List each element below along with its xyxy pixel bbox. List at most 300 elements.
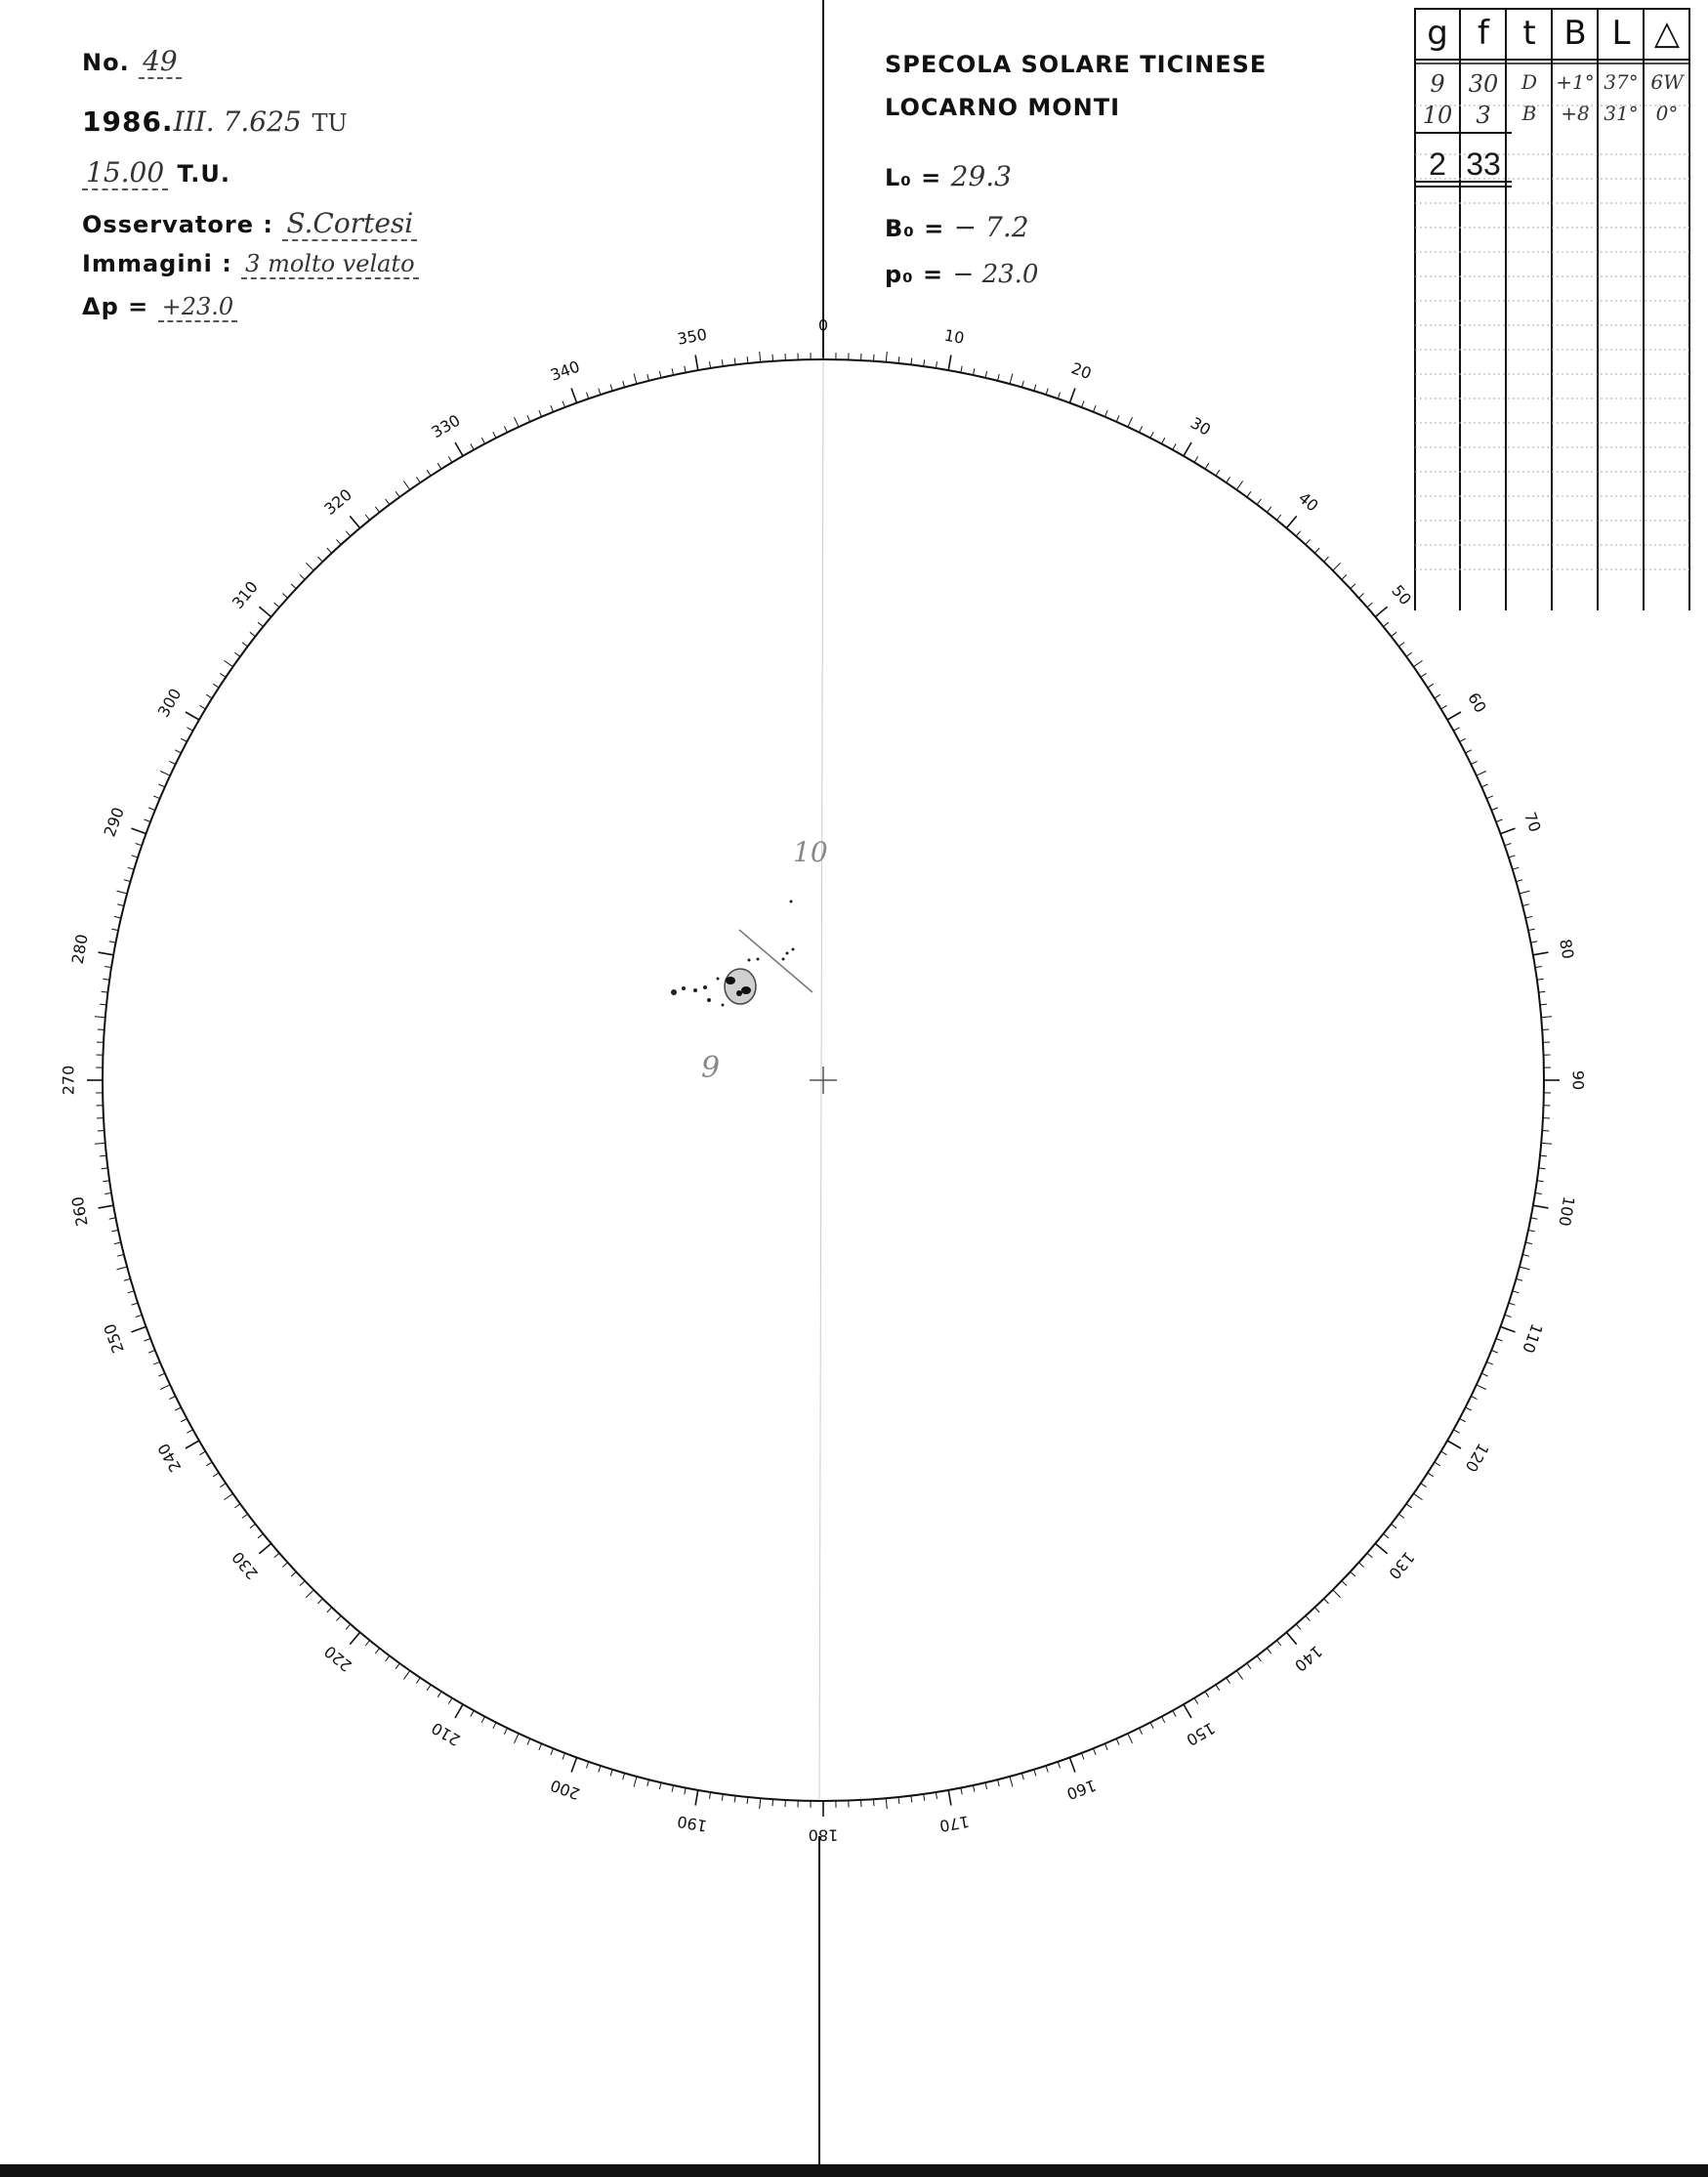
degree-tick xyxy=(1333,1590,1341,1598)
degree-tick xyxy=(1010,1777,1013,1787)
degree-tick xyxy=(160,772,170,776)
degree-tick xyxy=(117,1255,124,1257)
degree-tick xyxy=(1375,1543,1387,1553)
degree-tick xyxy=(199,705,205,709)
disk-center-cross xyxy=(810,1067,837,1094)
degree-tick xyxy=(1392,1524,1397,1528)
degree-tick xyxy=(403,481,409,490)
degree-tick xyxy=(1528,1230,1535,1232)
L0-value: 29.3 xyxy=(950,160,1012,192)
degree-label: 230 xyxy=(228,1548,262,1583)
degree-tick xyxy=(936,361,937,368)
degree-tick xyxy=(515,417,520,427)
degree-tick xyxy=(169,1397,175,1400)
degree-tick xyxy=(128,1291,135,1293)
degree-tick xyxy=(1296,1624,1301,1629)
degree-tick xyxy=(1471,1397,1477,1400)
degree-tick xyxy=(936,1792,937,1799)
delta-p-value: +23.0 xyxy=(158,293,238,322)
degree-tick xyxy=(898,1797,899,1804)
degree-tick xyxy=(145,1339,151,1342)
spot-pore xyxy=(748,959,751,962)
degree-tick xyxy=(250,1524,256,1528)
degree-label: 250 xyxy=(100,1320,128,1356)
degree-tick xyxy=(95,1017,105,1018)
degree-tick xyxy=(1447,1441,1461,1448)
degree-tick xyxy=(448,1698,452,1704)
degree-tick xyxy=(599,1766,601,1773)
degree-tick xyxy=(672,368,674,375)
degree-tick xyxy=(234,652,240,656)
degree-tick xyxy=(1375,607,1387,616)
header-g: g xyxy=(1427,14,1448,53)
degree-label: 170 xyxy=(937,1812,971,1836)
degree-tick xyxy=(886,1798,887,1809)
degree-label: 180 xyxy=(808,1825,839,1845)
degree-tick xyxy=(587,393,589,399)
degree-tick xyxy=(772,355,773,361)
degree-tick xyxy=(437,463,441,469)
spot-pore xyxy=(782,958,785,961)
degree-label: 270 xyxy=(59,1065,78,1096)
degree-tick xyxy=(1150,1723,1153,1729)
degree-tick xyxy=(1150,432,1153,438)
degree-tick xyxy=(145,819,151,822)
degree-tick xyxy=(1447,712,1461,720)
degree-tick xyxy=(695,356,698,371)
degree-tick xyxy=(1421,673,1427,677)
time-value: 15.00 xyxy=(82,156,168,190)
degree-tick xyxy=(1496,1339,1503,1342)
degree-tick xyxy=(1428,684,1434,688)
degree-label: 10 xyxy=(942,325,966,348)
header-t: t xyxy=(1522,14,1536,53)
degree-tick xyxy=(1267,507,1271,513)
degree-tick xyxy=(318,1599,323,1604)
degree-tick xyxy=(102,1168,108,1169)
degree-tick xyxy=(258,622,264,626)
degree-tick xyxy=(1276,515,1280,521)
degree-tick xyxy=(416,477,420,482)
degree-tick xyxy=(973,368,975,375)
degree-tick xyxy=(961,366,962,373)
degree-label: 70 xyxy=(1520,809,1545,835)
degree-tick xyxy=(346,1624,351,1629)
degree-tick xyxy=(1496,819,1503,822)
degree-tick xyxy=(924,359,925,366)
degree-tick xyxy=(659,1782,661,1789)
degree-tick xyxy=(386,499,390,505)
degree-tick xyxy=(100,1155,106,1156)
degree-tick xyxy=(1537,1181,1544,1182)
row2-g: 10 xyxy=(1422,102,1453,129)
group-label-9: 9 xyxy=(701,1051,721,1085)
degree-tick xyxy=(148,1351,155,1354)
spot-umbra xyxy=(741,986,751,994)
degree-tick xyxy=(973,1785,975,1792)
degree-tick xyxy=(1046,389,1048,396)
degree-tick xyxy=(1392,632,1397,636)
degree-tick xyxy=(136,844,143,846)
degree-tick xyxy=(1358,594,1363,599)
degree-tick xyxy=(672,1785,674,1792)
degree-tick xyxy=(1034,1770,1036,1777)
degree-label: 100 xyxy=(1555,1194,1579,1228)
degree-label: 290 xyxy=(100,805,128,840)
degree-tick xyxy=(1406,652,1412,656)
spot-pore xyxy=(682,986,686,990)
degree-tick xyxy=(318,557,323,562)
degree-tick xyxy=(291,1571,296,1576)
degree-tick xyxy=(350,516,359,527)
degree-tick xyxy=(571,1758,577,1773)
degree-tick xyxy=(124,1278,131,1280)
degree-tick xyxy=(199,1451,205,1455)
spot-pore xyxy=(707,998,711,1002)
degree-tick xyxy=(911,1796,912,1803)
degree-tick xyxy=(1533,952,1549,955)
degree-tick xyxy=(274,603,279,607)
degree-tick xyxy=(259,607,271,616)
total-groups: 2 xyxy=(1429,147,1446,182)
degree-tick xyxy=(481,438,484,443)
degree-tick xyxy=(306,1590,313,1598)
degree-label: 150 xyxy=(1183,1718,1219,1750)
degree-tick xyxy=(1257,1655,1261,1661)
degree-tick xyxy=(551,405,554,412)
degree-tick xyxy=(1398,643,1404,647)
degree-tick xyxy=(1428,1473,1434,1477)
degree-tick xyxy=(158,784,164,787)
degree-tick xyxy=(504,426,507,432)
degree-tick xyxy=(1477,1385,1486,1390)
degree-tick xyxy=(1351,1571,1355,1576)
degree-tick xyxy=(1528,929,1535,931)
degree-tick xyxy=(213,1473,219,1477)
images-value: 3 molto velato xyxy=(241,250,418,279)
degree-label: 260 xyxy=(67,1194,92,1228)
degree-tick xyxy=(685,366,686,373)
degree-tick xyxy=(1082,1753,1085,1760)
degree-label: 130 xyxy=(1385,1548,1419,1583)
degree-tick xyxy=(562,1753,565,1760)
degree-tick xyxy=(186,712,199,720)
degree-tick xyxy=(250,632,256,636)
degree-label: 280 xyxy=(67,933,92,966)
degree-tick xyxy=(1491,808,1498,811)
observer-value: S.Cortesi xyxy=(282,207,417,241)
degree-tick xyxy=(206,694,212,698)
degree-tick xyxy=(117,904,124,906)
degree-tick xyxy=(258,1533,264,1537)
degree-label: 210 xyxy=(428,1718,464,1750)
degree-tick xyxy=(1162,1717,1165,1723)
degree-tick xyxy=(1530,1218,1537,1219)
degree-tick xyxy=(1505,1315,1512,1317)
degree-label: 140 xyxy=(1291,1642,1326,1676)
degree-tick xyxy=(1296,531,1301,536)
degree-tick xyxy=(1541,1017,1552,1018)
degree-tick xyxy=(504,1728,507,1734)
degree-tick xyxy=(1481,1373,1487,1376)
degree-tick xyxy=(1247,1663,1251,1669)
degree-label: 20 xyxy=(1068,358,1095,384)
header-B: B xyxy=(1563,14,1587,53)
sunspot-group-9 xyxy=(671,958,760,1007)
degree-tick xyxy=(515,1734,520,1743)
degree-tick xyxy=(1324,557,1329,562)
degree-label: 80 xyxy=(1556,938,1578,961)
degree-tick xyxy=(365,1641,369,1647)
degree-tick xyxy=(1441,1451,1447,1455)
degree-tick xyxy=(1216,1685,1220,1691)
degree-tick xyxy=(1286,1632,1296,1644)
degree-tick xyxy=(225,1493,233,1499)
degree-tick xyxy=(1454,1430,1460,1433)
degree-tick xyxy=(1205,463,1209,469)
degree-tick xyxy=(911,358,912,365)
degree-tick xyxy=(1276,1641,1280,1647)
degree-tick xyxy=(985,371,987,378)
degree-tick xyxy=(1342,575,1347,580)
B0-label: B₀ = xyxy=(885,215,945,242)
degree-tick xyxy=(242,1514,248,1518)
degree-tick xyxy=(1486,1361,1493,1364)
degree-tick xyxy=(427,1685,431,1691)
degree-tick xyxy=(213,684,219,688)
degree-tick xyxy=(187,1430,192,1433)
degree-tick xyxy=(1184,442,1191,456)
degree-tick xyxy=(1522,1255,1529,1257)
degree-tick xyxy=(610,1770,612,1777)
degree-tick xyxy=(124,880,131,882)
degree-tick xyxy=(1542,1131,1549,1132)
degree-tick xyxy=(455,442,463,456)
p0-label: p₀ = xyxy=(885,261,944,288)
degree-tick xyxy=(898,356,899,363)
degree-tick xyxy=(220,673,226,677)
degree-tick xyxy=(1116,415,1119,421)
degree-tick xyxy=(1140,1728,1143,1734)
degree-tick xyxy=(103,1181,109,1182)
degree-tick xyxy=(647,374,649,381)
degree-tick xyxy=(386,1655,390,1661)
degree-tick xyxy=(998,1779,1000,1786)
degree-tick xyxy=(1367,603,1372,607)
degree-tick xyxy=(206,1462,212,1466)
degree-tick xyxy=(242,643,248,647)
degree-label: 240 xyxy=(153,1440,186,1476)
degree-tick xyxy=(181,1419,187,1422)
degree-tick xyxy=(1257,499,1261,505)
degree-tick xyxy=(1505,844,1512,846)
degree-tick xyxy=(1342,1581,1347,1586)
degree-tick xyxy=(98,1131,104,1132)
degree-tick xyxy=(1486,796,1493,799)
degree-tick xyxy=(1058,1762,1060,1769)
images-label: Immagini : xyxy=(82,250,232,277)
degree-tick xyxy=(1236,481,1242,490)
degree-tick xyxy=(1194,456,1198,462)
degree-label: 30 xyxy=(1187,413,1215,440)
degree-tick xyxy=(1162,438,1165,443)
degree-tick xyxy=(300,1581,305,1586)
degree-tick xyxy=(350,1632,359,1644)
degree-tick xyxy=(1227,477,1230,482)
degree-tick xyxy=(1324,1599,1329,1604)
degree-label: 220 xyxy=(320,1642,355,1676)
degree-tick xyxy=(1351,584,1355,589)
degree-tick xyxy=(1021,381,1023,388)
degree-tick xyxy=(1384,1533,1390,1537)
degree-tick xyxy=(695,1790,698,1806)
degree-tick xyxy=(1454,728,1460,731)
degree-label: 90 xyxy=(1568,1069,1588,1091)
degree-tick xyxy=(1116,1738,1119,1744)
degree-tick xyxy=(527,1738,530,1744)
degree-tick xyxy=(539,1743,542,1750)
degree-tick xyxy=(109,1218,116,1219)
degree-tick xyxy=(104,967,111,968)
degree-tick xyxy=(1520,891,1530,894)
degree-label: 0 xyxy=(817,315,829,335)
header-f: f xyxy=(1478,14,1489,53)
degree-tick xyxy=(1414,1493,1423,1499)
degree-tick xyxy=(117,1267,128,1270)
degree-tick xyxy=(274,1553,279,1558)
degree-label: 110 xyxy=(1519,1320,1547,1356)
degree-tick xyxy=(1542,1029,1549,1030)
degree-tick xyxy=(734,358,735,365)
degree-tick xyxy=(160,1385,170,1390)
degree-tick xyxy=(747,1797,748,1804)
degree-tick xyxy=(128,867,135,869)
degree-tick xyxy=(647,1779,649,1786)
spot-pore xyxy=(790,900,793,903)
degree-tick xyxy=(187,728,192,731)
row1-g: 9 xyxy=(1430,70,1445,98)
degree-tick xyxy=(148,808,155,811)
degree-tick xyxy=(961,1787,962,1794)
degree-tick xyxy=(291,584,296,589)
degree-tick xyxy=(710,361,711,368)
row2-t: B xyxy=(1521,102,1537,125)
degree-tick xyxy=(587,1762,589,1769)
degree-tick xyxy=(886,352,887,362)
degree-tick xyxy=(1069,1758,1075,1773)
degree-tick xyxy=(1384,622,1390,626)
row1-delta: 6W xyxy=(1650,70,1684,94)
degree-tick xyxy=(1046,1766,1048,1773)
degree-tick xyxy=(1314,548,1319,553)
spot-pore xyxy=(703,985,707,989)
degree-tick xyxy=(186,1441,199,1448)
degree-tick xyxy=(772,1799,773,1806)
degree-tick xyxy=(1069,389,1075,403)
degree-tick xyxy=(610,385,612,392)
degree-tick xyxy=(710,1792,711,1799)
degree-tick xyxy=(448,456,452,462)
degree-tick xyxy=(114,1242,121,1244)
degree-tick xyxy=(1516,880,1522,882)
degree-tick xyxy=(132,1326,146,1332)
degree-tick xyxy=(634,1777,637,1787)
row2-B: +8 xyxy=(1561,102,1590,125)
p0-value: − 23.0 xyxy=(952,260,1039,289)
degree-tick xyxy=(1205,1692,1209,1697)
degree-tick xyxy=(95,1143,105,1144)
degree-tick xyxy=(481,1717,484,1723)
degree-tick xyxy=(99,952,114,955)
degree-tick xyxy=(1533,1205,1549,1208)
degree-tick xyxy=(1128,417,1133,427)
degree-tick xyxy=(132,1303,139,1305)
degree-tick xyxy=(1501,1326,1516,1332)
degree-tick xyxy=(1525,916,1532,918)
degree-label: 340 xyxy=(548,356,583,385)
row2-L: 31° xyxy=(1604,102,1639,125)
degree-tick xyxy=(634,374,637,385)
degree-tick xyxy=(1021,1773,1023,1779)
observer-label: Osservatore : xyxy=(82,211,273,238)
degree-tick xyxy=(1477,772,1486,776)
degree-tick xyxy=(99,1205,114,1208)
degree-tick xyxy=(220,1484,226,1487)
degree-tick xyxy=(1491,1351,1498,1354)
sunspot-group-10 xyxy=(782,900,795,961)
degree-label: 160 xyxy=(1063,1776,1099,1804)
degree-tick xyxy=(539,410,542,417)
degree-tick xyxy=(158,1373,164,1376)
degree-tick xyxy=(1471,761,1477,764)
degree-label: 350 xyxy=(676,324,709,349)
degree-tick xyxy=(100,1004,106,1005)
degree-tick xyxy=(1173,1711,1176,1717)
spot-umbra xyxy=(726,977,735,984)
degree-tick xyxy=(1421,1484,1427,1487)
degree-tick xyxy=(1034,385,1036,392)
degree-tick xyxy=(114,916,121,918)
degree-tick xyxy=(599,389,601,396)
degree-tick xyxy=(760,352,761,362)
degree-tick xyxy=(282,594,287,599)
degree-label: 60 xyxy=(1464,689,1490,717)
delta-p-label: Δp = xyxy=(82,293,149,320)
degree-label: 300 xyxy=(153,685,186,721)
degree-tick xyxy=(437,1692,441,1697)
spot-umbra xyxy=(736,990,742,996)
degree-tick xyxy=(571,389,577,403)
degree-tick xyxy=(1460,1419,1466,1422)
degree-tick xyxy=(985,1782,987,1789)
degree-tick xyxy=(1513,1291,1520,1293)
degree-tick xyxy=(1216,470,1220,476)
degree-tick xyxy=(1367,1553,1372,1558)
spot-pore xyxy=(693,988,697,992)
page-bottom-edge xyxy=(0,2164,1708,2177)
degree-tick xyxy=(1541,1143,1552,1144)
spot-penumbra xyxy=(725,969,756,1004)
degree-tick xyxy=(1184,1704,1191,1718)
degree-tick xyxy=(403,1671,409,1680)
degree-tick xyxy=(1513,867,1520,869)
degree-tick xyxy=(455,1704,463,1718)
degree-tick xyxy=(1333,563,1341,570)
degree-tick xyxy=(1540,1004,1547,1005)
degree-tick xyxy=(175,1407,181,1410)
degree-tick xyxy=(1104,1743,1107,1750)
degree-tick xyxy=(1306,1615,1311,1620)
